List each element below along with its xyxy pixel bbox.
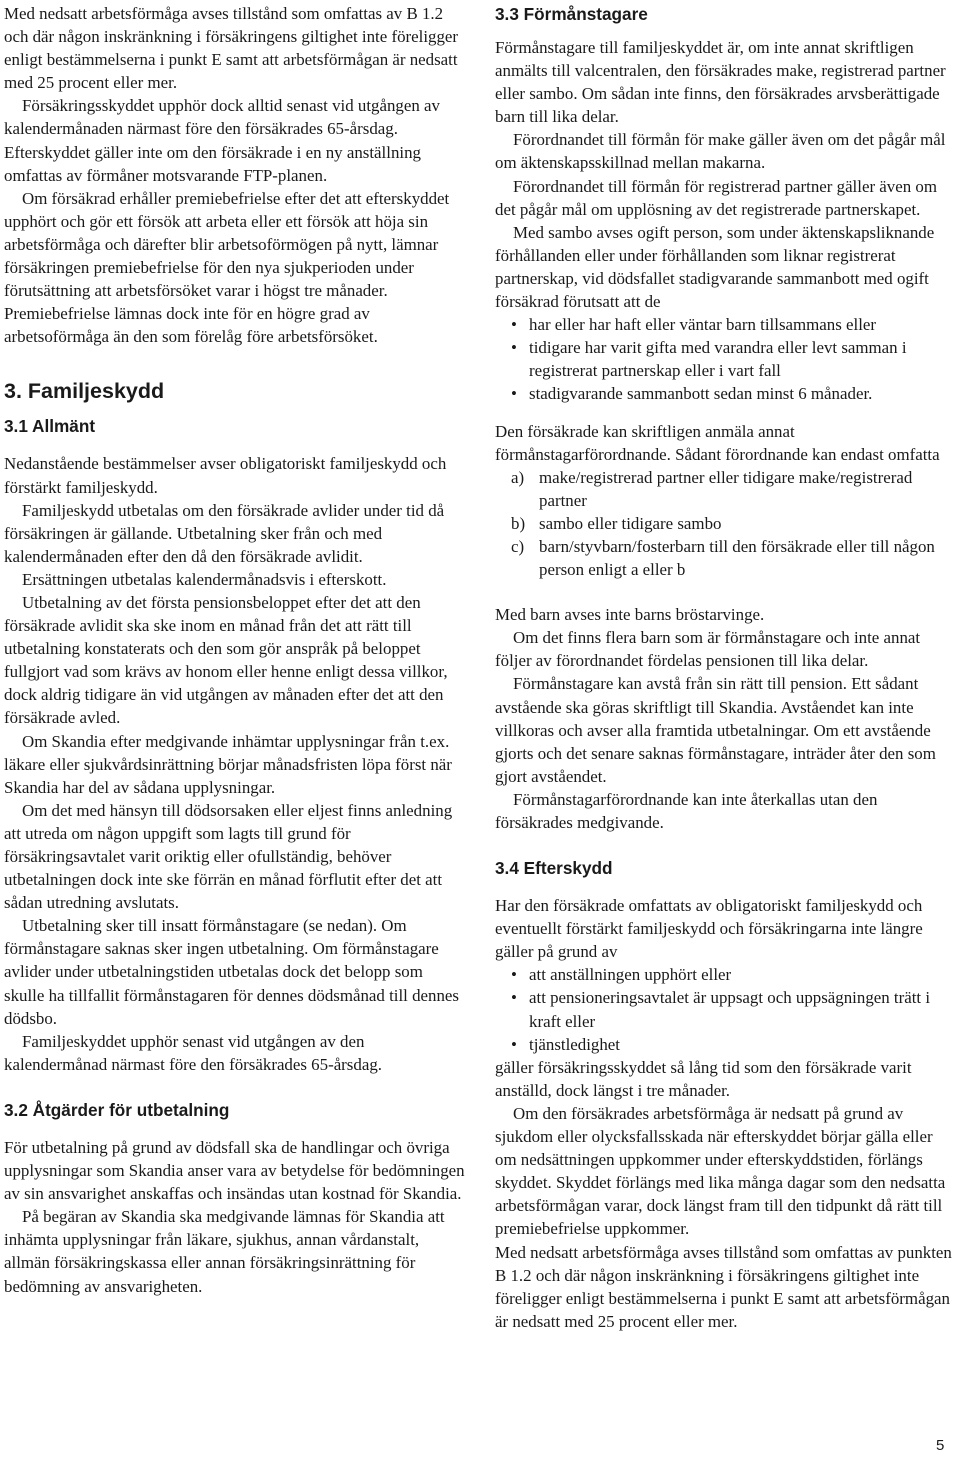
paragraph-after-coverage: Har den försäkrade omfattats av obligatoriskt familjeskydd och eventuellt förstärkt familjeskydd och försäkringarna inte längre gäller på grund av (495, 896, 923, 962)
list-marker: a) (511, 467, 525, 487)
paragraph-work-capacity-definition: Med nedsatt arbetsförmåga avses tillstånd som omfattas av B 1.2 och där någon inskränkning i försäkringens giltighet inte föreligger enligt bestämmelserna i punkt E samt att arbetsförmågan är nedsatt med 25 procent eller mer. (4, 4, 459, 93)
paragraph-beneficiary-payment: Utbetalning sker till insatt förmånstagare (se nedan). Om förmånstagare saknas sker ingen utbetalning. Om förmånstagare avlider under utbetalningstiden utbetalas dock det belopp som skulle ha tillfallit förmånstagaren för dennes dödsmånad till dennes dödsbo. (4, 916, 459, 1028)
paragraph-monthly-payment: Ersättningen utbetalas kalendermånadsvis i efterskott. (22, 569, 387, 589)
list-item (495, 512, 957, 535)
paragraph-spouse: Förordnandet till förmån för make gäller även om det pågår mål om äktenskapsskillnad mellan makarna. (495, 130, 946, 173)
paragraph-renounce: Förmånstagare kan avstå från sin rätt till pension. Ett sådant avstående ska göras skriftligt till Skandia. Avståendet kan inte villkoras och avser alla framtida utbetalningar. Om ett avstående gjorts och det senare saknas förmånstagare, inträder åter den som gjort avståendet. (495, 674, 936, 786)
list-text: barn/styvbarn/fosterbarn till den försäkrade eller till någon person enligt a eller b (539, 536, 935, 580)
list-item: • stadigvarande sammanbott sedan minst 6 månader. (495, 382, 957, 405)
paragraph-other-beneficiary: Den försäkrade kan skriftligen anmäla annat förmånstagarförordnande. Sådant förordnande kan endast omfatta (495, 421, 940, 464)
list-item: • att pensioneringsavtalet är uppsagt och uppsägningen trätt i kraft eller (495, 986, 957, 1032)
cohabitant-conditions-list (495, 313, 957, 405)
list-item (495, 535, 957, 581)
paragraph-family-end: Familjeskyddet upphör senast vid utgången av den kalendermånad närmast före den försäkrades 65-årsdag. (4, 1031, 382, 1074)
paragraph-no-revocation: Förmånstagarförordnande kan inte återkallas utan den försäkrades medgivande. (495, 789, 878, 832)
left-column (4, 2, 466, 1298)
list-text: sambo eller tidigare sambo (539, 513, 722, 533)
heading-formanstagare: 3.3 Förmånstagare (495, 4, 648, 24)
list-item: • har eller har haft eller väntar barn tillsammans eller (495, 313, 957, 336)
list-item: • att anställningen upphört eller (495, 963, 957, 986)
right-column (495, 2, 957, 1333)
heading-efterskydd: 3.4 Efterskydd (495, 858, 613, 879)
paragraph-consent: På begäran av Skandia ska medgivande lämnas för Skandia att inhämta upplysningar från läkare, sjukhus, annan vårdanstalt, allmän försäkringskassa eller annan försäkringsinrättning för bedömning av ansvarigheten. (4, 1207, 445, 1296)
heading-allmant: 3.1 Allmänt (4, 416, 96, 437)
paragraph-investigation: Om det med hänsyn till dödsorsaken eller eljest finns anledning att utreda om någon uppgift som lagts till grund för försäkringsavtalet varit oriktig eller ofullständig, behöver utbetalningen dock inte ske förrän en månad förflutit efter det att sådan utredning avslutats. (4, 800, 453, 913)
paragraph-cohabitant: Med sambo avses ogift person, som under äktenskapsliknande förhållanden eller under förhållanden som liknar registrerat partnerskap, vid dödsfallet stadigvarande sammanbott med ogift försäkrad förutsatt att de (495, 222, 935, 312)
paragraph-beneficiary-default: Förmånstagare till familjeskyddet är, om inte annat skriftligen anmälts till valcentralen, den försäkrades make, registrerad partner eller sambo. Om sådan inte finns, den försäkrades arvsberättigade barn till lika delar. (495, 38, 946, 127)
heading-atgarder: 3.2 Åtgärder för utbetalning (4, 1099, 230, 1120)
paragraph-extension: Om den försäkrades arbetsförmåga är nedsatt på grund av sjukdom eller olycksfallsskada när efterskyddet börjar gälla eller om nedsättningen uppkommer under efterskyddstiden, förlängs skyddet. Skyddet förlängs med lika många dagar som den nedsatta arbetsförmågan varar, dock längst fram till den tidpunkt då rätt till premiebefrielse uppkommer. (495, 1103, 946, 1239)
paragraph-coverage-duration: gäller försäkringsskyddet så lång tid som den försäkrade varit anställd, dock längst i tre månader. (495, 1057, 912, 1100)
paragraph-first-payment: Utbetalning av det första pensionsbeloppet efter det att den försäkrade avlidit ska ske inom en månad från det att rätt till utbetalning konstaterats och den som gör anspråk på beloppet fullgjort vad som krävs av honom eller henne enligt dessa villkor, dock aldrig tidigare än vid utgången av månaden efter det att den försäkrade avled. (4, 592, 448, 728)
paragraph-family-provisions: Nedanstående bestämmelser avser obligatoriskt familjeskydd och förstärkt familjeskydd. (4, 454, 447, 497)
termination-reasons-list (495, 963, 957, 1055)
paragraph-coverage-end: Försäkringsskyddet upphör dock alltid senast vid utgången av kalendermånaden närmast före den försäkrades 65-årsdag. Efterskyddet gäller inte om den försäkrade i en ny anställning omfattas av förmåner motsvarande FTP-planen. (4, 96, 440, 185)
page-number: 5 (936, 1437, 945, 1454)
paragraph-premium-waiver: Om försäkrad erhåller premiebefrielse efter det att efterskyddet upphört och gör ett försök att arbeta eller ett försök att höja sin arbetsförmåga och därefter blir arbetsoförmögen på nytt, lämnar försäkringen premiebefrielse för den nya sjukperioden under förutsättning att arbetsförsöket varar i högst tre månader. Premiebefrielse lämnas dock inte för en högre grad av arbetsoförmåga än den som förelåg före arbetsförsöket. (4, 188, 450, 347)
list-item: • tjänstledighet (495, 1033, 957, 1056)
paragraph-work-capacity-definition-2: Med nedsatt arbetsförmåga avses tillstånd som omfattas av punkten B 1.2 och där någon inskränkning i försäkringens giltighet inte föreligger enligt bestämmelserna i punkt E samt att arbetsförmågan är nedsatt med 25 procent eller mer. (495, 1242, 952, 1331)
paragraph-medical-info: Om Skandia efter medgivande inhämtar upplysningar från t.ex. läkare eller sjukvårdsinrättning börjar månadsfristen löpa först när Skandia har del av sådana upplysningar. (4, 731, 452, 797)
heading-familjeskydd: 3. Familjeskydd (4, 379, 165, 404)
list-text: make/registrerad partner eller tidigare make/registrerad partner (539, 467, 913, 510)
paragraph-children-definition: Med barn avses inte barns bröstarvinge. (495, 605, 765, 625)
list-item: • tidigare har varit gifta med varandra eller levt samman i registrerat partnerskap eller i vart fall (495, 336, 957, 382)
list-item (495, 466, 957, 512)
beneficiary-options-list (495, 466, 957, 581)
paragraph-registered-partner: Förordnandet till förmån för registrerad partner gäller även om det pågår mål om upplösning av det registrerade partnerskapet. (495, 176, 937, 219)
paragraph-multiple-children: Om det finns flera barn som är förmånstagare och inte annat följer av förordnandet fördelas pensionen till lika delar. (495, 628, 921, 671)
paragraph-family-payment: Familjeskydd utbetalas om den försäkrade avlider under tid då försäkringen är gällande. Utbetalning sker från och med kalendermånaden efter den då den försäkrade avlidit. (4, 500, 445, 566)
list-marker: c) (511, 536, 525, 556)
list-marker: b) (511, 513, 526, 533)
paragraph-death-documents: För utbetalning på grund av dödsfall ska de handlingar och övriga upplysningar som Skandia anser vara av betydelse för bedömningen av sin ansvarighet anskaffas och insändas utan kostnad för Skandia. (4, 1137, 465, 1204)
